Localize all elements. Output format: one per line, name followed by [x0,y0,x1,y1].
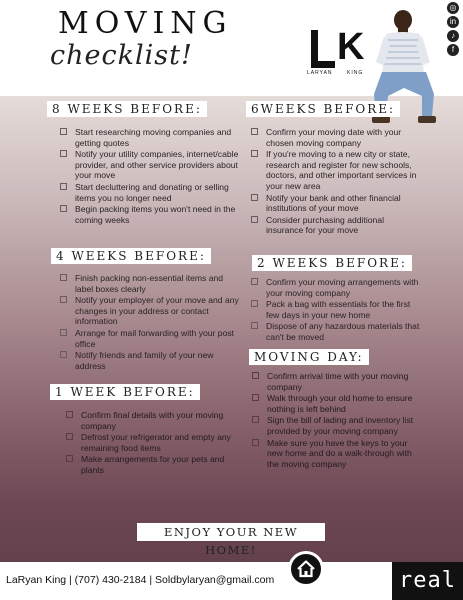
list-item[interactable]: Arrange for mail forwarding with your post office [60,328,240,349]
house-icon [291,554,321,584]
list-item[interactable]: Dispose of any hazardous materials that can't be moved [251,321,423,342]
list-item[interactable]: Confirm your moving date with your chosen moving company [251,127,423,148]
list-item[interactable]: Notify your utility companies, internet/cable provider, and other service providers about your move [60,149,246,181]
checkbox[interactable] [252,439,259,446]
checkbox[interactable] [60,274,67,281]
list-item[interactable]: Begin packing items you won't need in the coming weeks [60,204,246,225]
list-item[interactable]: Defrost your refrigerator and empty any remaining food items [66,432,244,453]
checkbox[interactable] [251,150,258,157]
list-item[interactable]: Confirm final details with your moving company [66,410,244,431]
checkbox[interactable] [66,455,73,462]
list-item[interactable]: Notify your employer of your move and any changes in your address or contact information [60,295,240,327]
enjoy-banner: ENJOY YOUR NEW HOME! [137,523,325,541]
list-4-weeks [60,273,240,372]
checkbox[interactable] [252,394,259,401]
list-2-weeks [251,277,423,344]
home-badge [288,551,324,587]
list-item[interactable]: Notify friends and family of your new address [60,350,240,371]
checkbox[interactable] [60,351,67,358]
list-1-week [66,410,244,477]
section-title-2-weeks: 2 WEEKS BEFORE: [252,255,412,271]
checkbox[interactable] [60,296,67,303]
checkbox[interactable] [251,300,258,307]
section-title-6-weeks: 6WEEKS BEFORE: [246,101,400,117]
list-item[interactable]: Sign the bill of lading and inventory list provided by your moving company [252,415,424,436]
checkbox[interactable] [66,433,73,440]
instagram-icon[interactable]: ◎ [447,2,459,14]
section-title-4-weeks: 4 WEEKS BEFORE: [51,248,211,264]
checkbox[interactable] [251,128,258,135]
checkbox[interactable] [251,194,258,201]
checkbox[interactable] [251,322,258,329]
checkbox[interactable] [252,372,259,379]
title-moving: MOVING [58,6,233,41]
list-item[interactable]: Confirm arrival time with your moving company [252,371,424,392]
list-8-weeks [60,127,246,226]
checkbox[interactable] [60,329,67,336]
checkbox[interactable] [60,128,67,135]
list-item[interactable]: Start researching moving companies and getting quotes [60,127,246,148]
list-item[interactable]: Make sure you have the keys to your new home and do a walk-through with the moving company [252,438,424,470]
section-title-moving-day: MOVING DAY: [249,349,369,365]
list-item[interactable]: Consider purchasing additional insurance for your move [251,215,423,236]
section-title-1-week: 1 WEEK BEFORE: [50,384,200,400]
checkbox[interactable] [251,216,258,223]
checkbox[interactable] [251,278,258,285]
list-item[interactable]: Notify your bank and other financial institutions of your move [251,193,423,214]
facebook-icon[interactable]: f [447,44,459,56]
logo-last-name: KING [347,70,364,76]
logo-l-mark [311,30,335,68]
list-item[interactable]: Make arrangements for your pets and plants [66,454,244,475]
checkbox[interactable] [60,150,67,157]
logo-first-name: LARYAN [307,70,333,76]
list-moving-day [252,371,424,470]
brokerage-logo: real [392,562,463,600]
checkbox[interactable] [60,183,67,190]
checkbox[interactable] [252,416,259,423]
list-item[interactable]: If you're moving to a new city or state, research and register for new schools, doctors, and other important services in your new area [251,149,423,191]
logo [307,26,365,82]
logo-k-mark: K [337,26,365,68]
checkbox[interactable] [60,205,67,212]
list-item[interactable]: Start decluttering and donating or selling items you no longer need [60,182,246,203]
list-6-weeks [251,127,423,237]
list-item[interactable]: Pack a bag with essentials for the first few days in your new home [251,299,423,320]
list-item[interactable]: Confirm your moving arrangements with your moving company [251,277,423,298]
linkedin-icon[interactable]: in [447,16,459,28]
list-item[interactable]: Finish packing non-essential items and label boxes clearly [60,273,240,294]
title-checklist: checklist! [50,40,193,71]
tiktok-icon[interactable]: ♪ [447,30,459,42]
contact-info[interactable]: LaRyan King | (707) 430-2184 | Soldbylaryan@gmail.com [6,574,275,586]
list-item[interactable]: Walk through your old home to ensure nothing is left behind [252,393,424,414]
section-title-8-weeks: 8 WEEKS BEFORE: [47,101,207,117]
checkbox[interactable] [66,411,73,418]
